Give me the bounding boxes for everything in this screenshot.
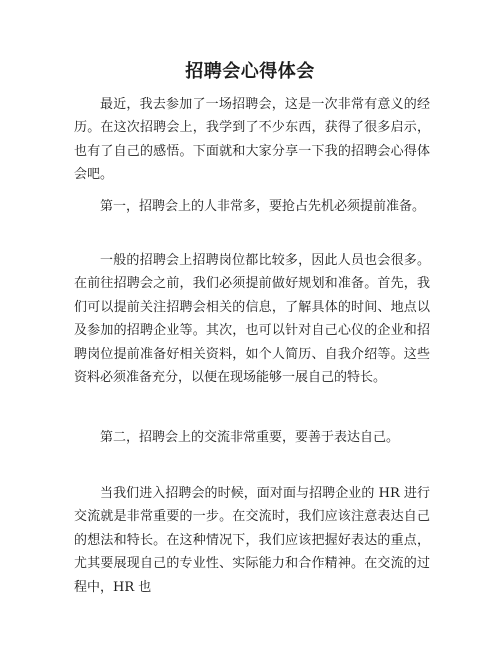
document-title: 招聘会心得体会 bbox=[185, 61, 315, 82]
paragraph-point-two-heading: 第二，招聘会上的交流非常重要，要善于表达自己。 bbox=[100, 430, 400, 445]
paragraph-intro: 最近，我去参加了一场招聘会，这是一次非常有意义的经历。在这次招聘会上，我学到了不少东西，获得了很多启示，也有了自己的感悟。下面就和大家分享一下我的招聘会心得体会吧。 bbox=[74, 97, 430, 183]
paragraph-point-one-heading: 第一，招聘会上的人非常多，要抢占先机必须提前准备。 bbox=[100, 199, 426, 214]
paragraph-point-two-body: 当我们进入招聘会的时候，面对面与招聘企业的 HR 进行交流就是非常重要的一步。在交流时，我们应该注意表达自己的想法和特长。在这种情况下，我们应该把握好表达的重点，尤其要展现自己的专业性、实际能力和合作精神。在交流的过程中，HR 也 bbox=[74, 486, 430, 595]
paragraph-point-one-body: 一般的招聘会上招聘岗位都比较多，因此人员也会很多。在前往招聘会之前，我们必须提前做好规划和准备。首先，我们可以提前关注招聘会相关的信息，了解具体的时间、地点以及参加的招聘企业等。其次，也可以针对自己心仪的企业和招聘岗位提前准备好相关资料，如个人简历、自我介绍等。这些资料必须准备充分，以便在现场能够一展自己的特长。 bbox=[74, 253, 430, 386]
